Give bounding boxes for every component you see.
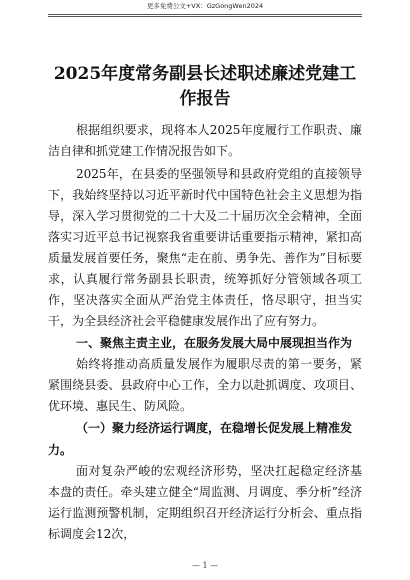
intro-paragraph: 根据组织要求，现将本人2025年度履行工作职责、廉洁自律和抓党建工作情况报告如下。 (48, 123, 362, 158)
document-body (48, 120, 362, 545)
section-heading: 一、聚焦主责主业，在服务发展大局中展现担当作为 (76, 336, 353, 350)
page-number: — 1 — (191, 561, 219, 570)
subsection-heading: （一）聚力经济运行调度，在稳增长促发展上精准发力。 (48, 421, 353, 457)
subsection-paragraph: 面对复杂严峻的宏观经济形势，坚决扛起稳定经济基本盘的责任。牵头建立健全“周监测、月调度、季分析”经济运行监测预警机制，定期组织召开经济运行分析会、重点指标调度会12次， (48, 464, 362, 541)
section-paragraph: 始终将推动高质量发展作为履职尽责的第一要务，紧紧围绕县委、县政府中心工作，全力以赴抓调度、攻项目、优环境、惠民生、防风险。 (48, 357, 362, 413)
document-title: 2025年度常务副县长述职述廉述党建工作报告 (53, 64, 357, 109)
header-divider-top (48, 14, 362, 15)
header-divider-bottom (48, 16, 362, 17)
overview-paragraph: 2025年，在县委的坚强领导和县政府党组的直接领导下，我始终坚持以习近平新时代中国特色社会主义思想为指导，深入学习贯彻党的二十大及二十届历次全会精神，全面落实习近平总书记视察我省重要讲话重要指示精神，紧扣高质量发展首要任务，聚焦“走在前、勇争先、善作为”目标要求，认真履行常务副县长职责，统筹抓好分管领域各项工作，坚决落实全面从严治党主体责任，恪尽职守，担当实干，为全县经济社会平稳健康发展作出了应有努力。 (48, 167, 362, 328)
top-banner-text: 更多免费公文+VX：GzGongWen2024 (146, 2, 264, 10)
